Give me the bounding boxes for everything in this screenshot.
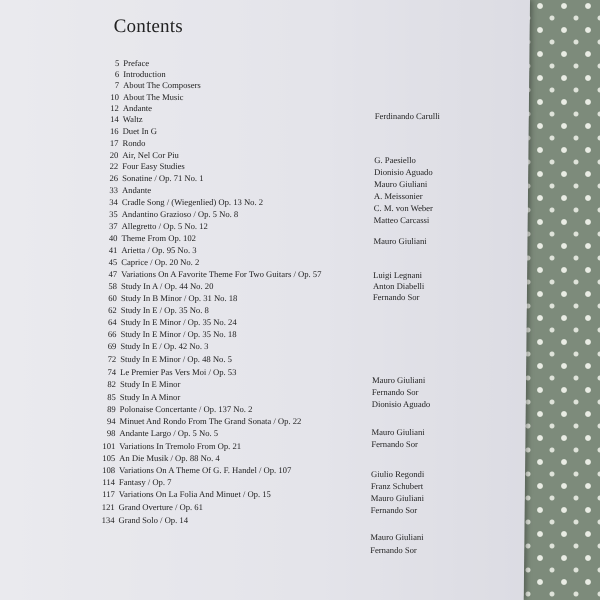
toc-page-number: 17	[109, 138, 119, 148]
toc-title: Study In E Minor / Op. 48 No. 5	[120, 354, 233, 364]
toc-composer: Anton Diabelli	[372, 281, 425, 291]
toc-composer: Dionisio Aguado	[371, 399, 431, 409]
toc-composer: Fernando Sor	[370, 545, 417, 555]
toc-title: Waltz	[122, 114, 143, 124]
toc-title: Study In E / Op. 35 No. 8	[120, 305, 209, 315]
toc-composer: G. Paesiello	[374, 155, 416, 165]
toc-title: Study In E Minor / Op. 35 No. 24	[120, 317, 237, 327]
toc-page-number: 60	[108, 293, 117, 303]
toc-title: Variations On A Favorite Theme For Two Guitars / Op. 57	[121, 269, 322, 279]
toc-page-number: 16	[109, 126, 119, 136]
toc-page-number: 101	[102, 441, 116, 451]
toc-page-number: 82	[107, 379, 117, 389]
toc-page-number: 14	[110, 114, 119, 124]
toc-page-number: 89	[107, 404, 116, 414]
toc-composer: Franz Schubert	[370, 481, 424, 491]
toc-title: Variations On A Theme Of G. F. Handel / Op. 107	[119, 465, 292, 475]
toc-page-number: 121	[101, 502, 115, 512]
toc-title: Andante Largo / Op. 5 No. 5	[119, 428, 219, 438]
toc-composer: Fernando Sor	[372, 292, 420, 302]
toc-title: Minuet And Rondo From The Grand Sonata / Op. 22	[119, 416, 302, 426]
toc-page-number: 62	[108, 305, 117, 315]
toc-composer: Mauro Giuliani	[371, 427, 425, 437]
toc-page-number: 34	[109, 197, 118, 207]
toc-title: Le Premier Pas Vers Moi / Op. 53	[120, 367, 237, 377]
toc-title: Andantino Grazioso / Op. 5 No. 8	[121, 209, 239, 219]
toc-page-number: 98	[106, 428, 116, 438]
toc-title: Introduction	[123, 69, 166, 79]
toc-page-number: 41	[108, 245, 118, 255]
toc-title: Andante	[122, 103, 153, 113]
toc-page-number: 22	[109, 161, 119, 171]
toc-title: Grand Solo / Op. 14	[118, 515, 189, 525]
toc-title: Duet In G	[122, 126, 158, 136]
toc-page-number: 10	[110, 92, 120, 102]
toc-page-number: 5	[114, 58, 120, 68]
toc-title: Study In E Minor / Op. 35 No. 18	[120, 329, 237, 339]
toc-composer: A. Meissonier	[373, 191, 423, 201]
toc-composer: Mauro Giuliani	[370, 493, 425, 503]
toc-title: Air, Nel Cor Piu	[122, 150, 179, 160]
toc-page-number: 26	[109, 173, 119, 183]
toc-title: Polonaise Concertante / Op. 137 No. 2	[119, 404, 253, 414]
toc-page-number: 117	[102, 489, 115, 499]
toc-composer: Mauro Giuliani	[371, 375, 426, 385]
toc-title: Study In E / Op. 42 No. 3	[120, 341, 209, 351]
toc-page-number: 40	[108, 233, 118, 243]
toc-title: Study In E Minor	[119, 379, 181, 389]
toc-title: Arietta / Op. 95 No. 3	[121, 245, 197, 255]
toc-composer: Mauro Giuliani	[374, 179, 428, 189]
toc-entry	[0, 341, 526, 354]
toc-title: Four Easy Studies	[122, 161, 185, 171]
toc-page-number: 85	[107, 392, 116, 402]
toc-page-number: 108	[102, 465, 116, 475]
toc-page-number: 105	[102, 453, 116, 463]
toc-composer: Mauro Giuliani	[370, 532, 424, 542]
toc-title: About The Music	[122, 92, 184, 102]
toc-page-number: 33	[109, 185, 119, 195]
toc-page-number: 134	[101, 515, 115, 525]
toc-title: Variations In Tremolo From Op. 21	[119, 441, 242, 451]
toc-page-number: 66	[107, 329, 117, 339]
toc-composer: Fernando Sor	[371, 439, 418, 449]
toc-page-number: 69	[107, 341, 117, 351]
toc-title: An Die Musik / Op. 88 No. 4	[119, 453, 220, 463]
toc-title: Allegretto / Op. 5 No. 12	[121, 221, 208, 231]
toc-page-number: 64	[107, 317, 117, 327]
page-title: Contents	[113, 16, 184, 37]
toc-composer: Luigi Legnani	[373, 270, 423, 280]
toc-page-number: 114	[102, 477, 116, 487]
toc-entry	[0, 428, 526, 441]
toc-page-number: 58	[108, 281, 118, 291]
toc-title: Caprice / Op. 20 No. 2	[121, 257, 200, 267]
toc-title: Andante	[121, 185, 152, 195]
toc-title: Rondo	[122, 138, 146, 148]
toc-title: Cradle Song / (Wiegenlied) Op. 13 No. 2	[121, 197, 264, 207]
toc-page-number: 7	[114, 80, 120, 90]
toc-title: Sonatine / Op. 71 No. 1	[122, 173, 204, 183]
toc-page-number: 20	[109, 150, 119, 160]
toc-page-number: 94	[106, 416, 116, 426]
toc-composer: Ferdinando Carulli	[374, 111, 441, 121]
toc-title: Study In B Minor / Op. 31 No. 18	[120, 293, 238, 303]
toc-composer: Matteo Carcassi	[373, 215, 430, 225]
toc-page-number: 45	[108, 257, 118, 267]
toc-composer: Mauro Giuliani	[373, 236, 427, 246]
toc-title: Theme From Op. 102	[121, 233, 197, 243]
toc-title: Study In A / Op. 44 No. 20	[120, 281, 214, 291]
toc-title: Preface	[123, 58, 150, 68]
toc-page-number: 72	[107, 354, 117, 364]
toc-composer: Fernando Sor	[370, 505, 418, 515]
toc-page-number: 35	[109, 209, 118, 219]
toc-title: About The Composers	[123, 80, 201, 90]
toc-title: Grand Overture / Op. 61	[118, 502, 203, 512]
toc-composer: Giulio Regondi	[370, 469, 425, 479]
toc-page-number: 47	[108, 269, 118, 279]
toc-composer: C. M. von Weber	[373, 203, 433, 213]
toc-title: Fantasy / Op. 7	[118, 477, 172, 487]
toc-page-number: 37	[108, 221, 118, 231]
toc-title: Variations On La Folia And Minuet / Op. 15	[118, 489, 271, 499]
toc-entry	[0, 489, 525, 502]
toc-page-number: 12	[110, 103, 119, 113]
toc-title: Study In A Minor	[119, 392, 181, 402]
toc-composer: Fernando Sor	[371, 387, 419, 397]
toc-composer: Dionisio Aguado	[374, 167, 433, 177]
toc-page-number: 74	[107, 367, 117, 377]
toc-page-number: 6	[114, 69, 120, 79]
